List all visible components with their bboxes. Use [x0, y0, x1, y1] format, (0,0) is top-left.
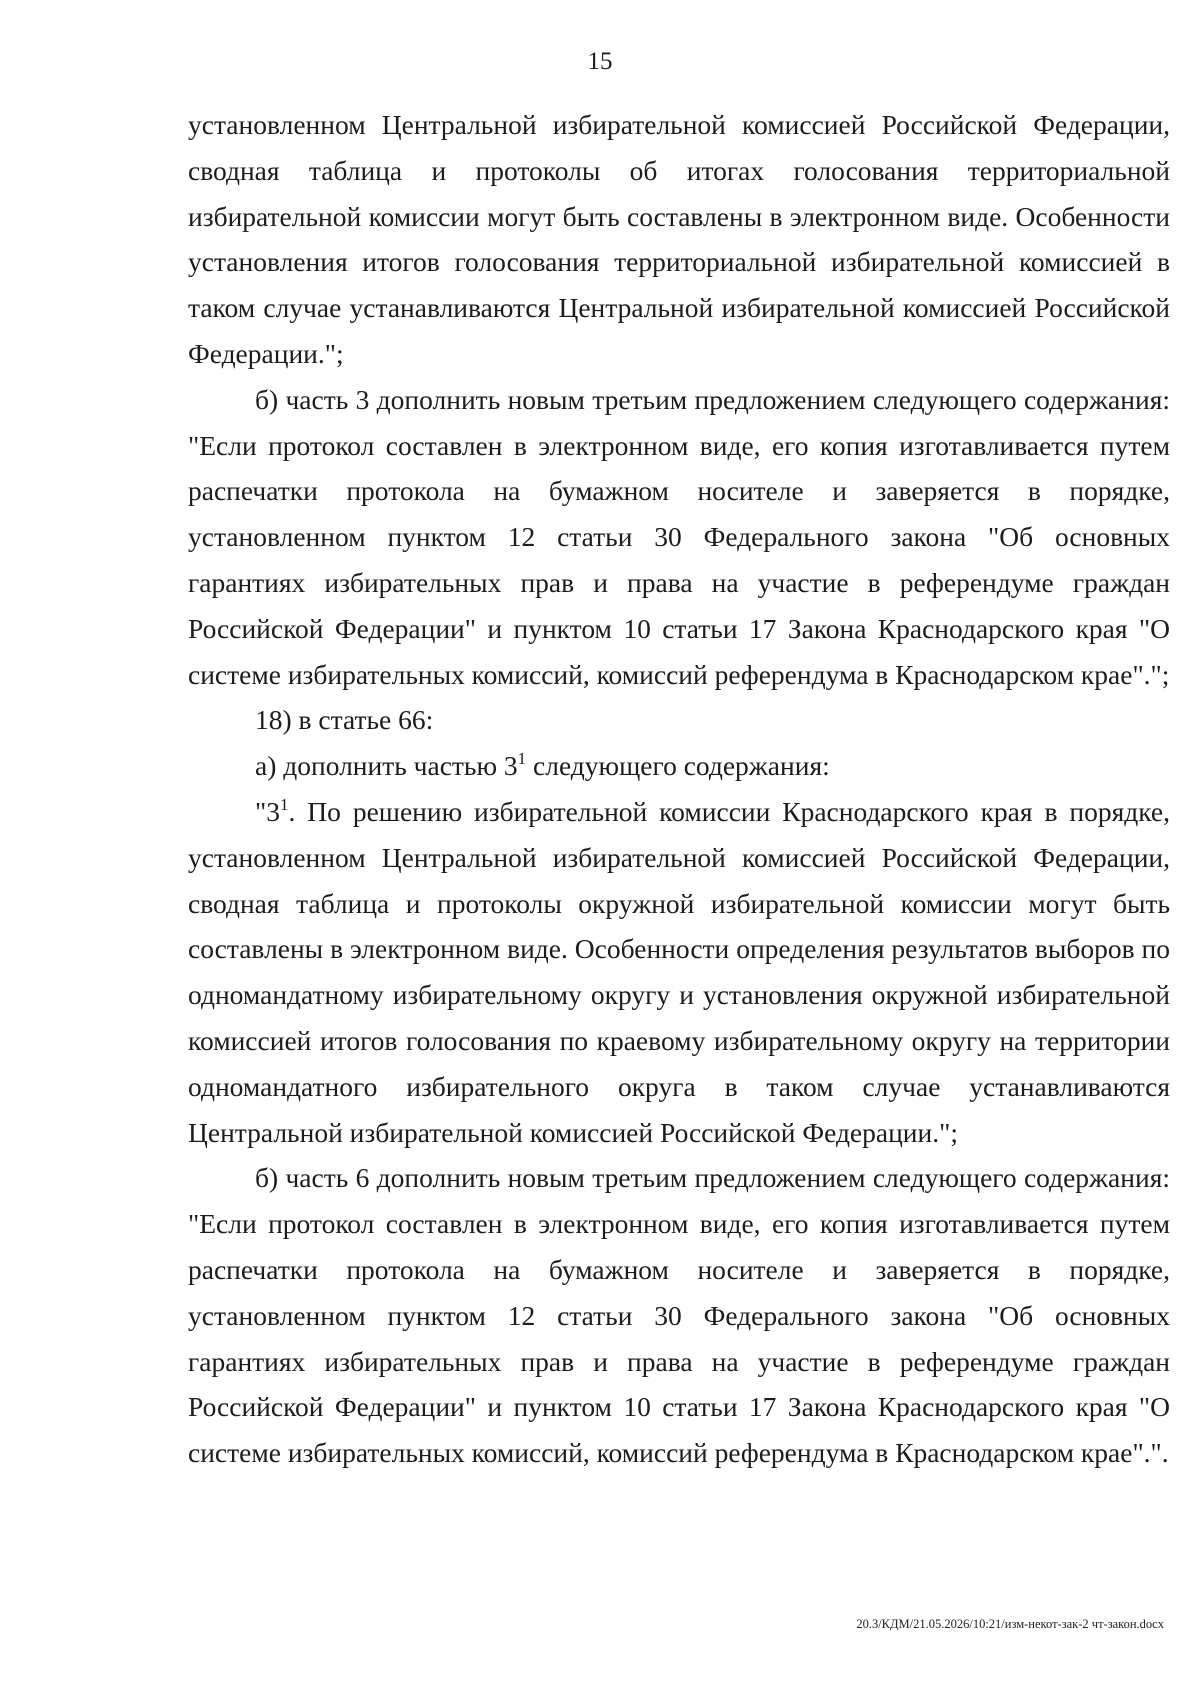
paragraph-4: [188, 743, 1170, 789]
paragraph-4-text-end: следующего содержания:: [526, 750, 830, 782]
paragraph-5-text-end: . По решению избирательной комиссии Краснодарского края в порядке, установленном Центральной избирательной комиссией Российской Федерации, сводная таблица и протоколы окружной избирательной комиссии могут быть составлены в электронном виде. Особенности определения результатов выборов по одномандатному избирательному округу и установления окружной избирательной комиссией итогов голосования по краевому избирательному округу на территории одномандатного избирательного округа в таком случае устанавливаются Центральной избирательной комиссией Российской Федерации.";: [188, 795, 1170, 1148]
footer-file-reference: 20.3/КДМ/21.05.2026/10:21/изм-некот-зак-2 чт-закон.docx: [856, 1617, 1164, 1631]
paragraph-3: 18) в статье 66:: [255, 704, 434, 736]
superscript-marker: 1: [517, 749, 527, 769]
paragraph-5-text: "3: [255, 795, 280, 827]
page-number: 15: [587, 48, 613, 75]
paragraph-5: [188, 789, 1170, 1155]
paragraph-1: установленном Центральной избирательной комиссией Российской Федерации, сводная таблица и протоколы об итогах голосования территориальной избирательной комиссии могут быть составлены в электронном виде. Особенности установления итогов голосования территориальной избирательной комиссией в таком случае устанавливаются Центральной избирательной комиссией Российской Федерации.";: [188, 109, 1170, 369]
paragraph-6: б) часть 6 дополнить новым третьим предложением следующего содержания: "Если протокол составлен в электронном виде, его копия изготавливается путем распечатки протокола на бумажном носителе и заверяется в порядке, установленном пунктом 12 статьи 30 Федерального закона "Об основных гарантиях избирательных прав и права на участие в референдуме граждан Российской Федерации" и пунктом 10 статьи 17 Закона Краснодарского края "О системе избирательных комиссий, комиссий референдума в Краснодарском крае".".: [188, 1162, 1170, 1469]
paragraph-4-text: а) дополнить частью 3: [255, 750, 518, 782]
superscript-marker: 1: [279, 794, 289, 814]
paragraph-2: б) часть 3 дополнить новым третьим предложением следующего содержания: "Если протокол составлен в электронном виде, его копия изготавливается путем распечатки протокола на бумажном носителе и заверяется в порядке, установленном пунктом 12 статьи 30 Федерального закона "Об основных гарантиях избирательных прав и права на участие в референдуме граждан Российской Федерации" и пунктом 10 статьи 17 Закона Краснодарского края "О системе избирательных комиссий, комиссий референдума в Краснодарском крае".";: [188, 383, 1170, 690]
document-body: [188, 102, 1170, 1476]
